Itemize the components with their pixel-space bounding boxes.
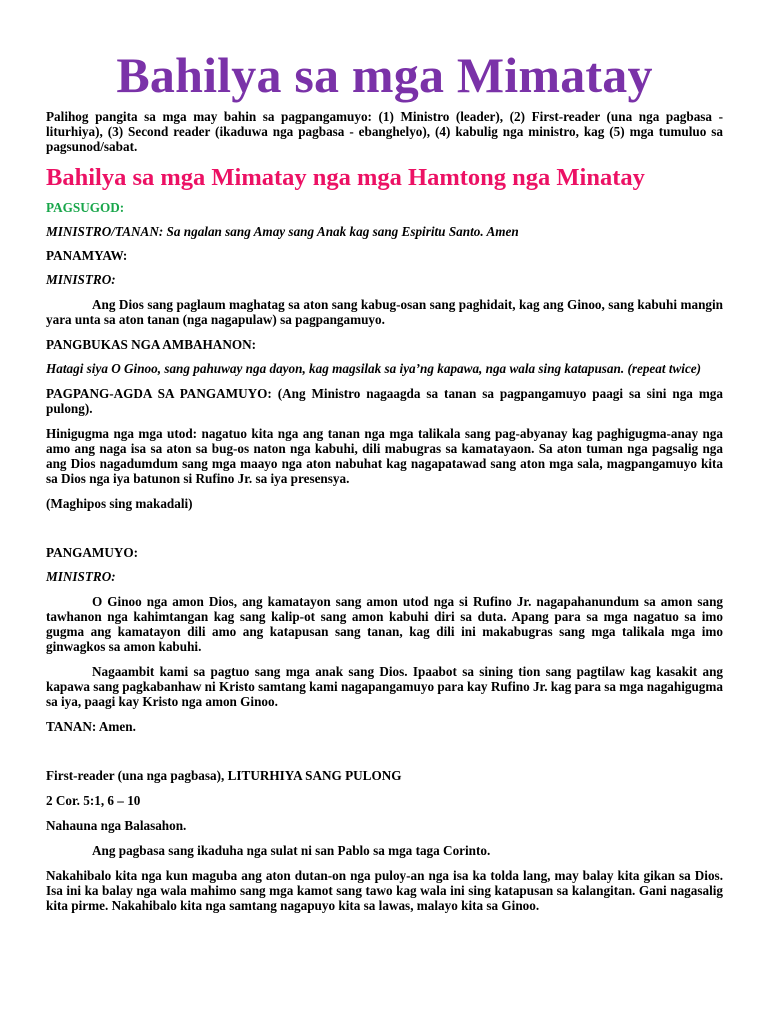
section-subtitle: Bahilya sa mga Mimatay nga mga Hamtong nga Minatay [46,164,645,191]
pangamuyo-heading: PANGAMUYO: [46,545,139,560]
pagpang-agda-paragraph: PAGPANG-AGDA SA PANGAMUYO: (Ang Ministro nagaagda sa tanan sa pagpangamuyo paagi sa sini nga mga pulong). [46,386,723,416]
hinigugma-paragraph: Hinigugma nga mga utod: nagatuo kita nga ang tanan nga mga talikala sang pag-abyanay kag paghigugma-anay nga amo ang naga isa sa aton sa bug-os naton nga kabuhi, dili mabugras sa kamatayaon. Sa aton tuman nga pagsalig nga ang Dios nagadumdum sang mga maayo nga aton nabuhat kag nagapatawad sang aton mga sala, magpangamuyo kita sa Dios nga iya batunon si Rufino Jr. sa iya presensya. [46,426,723,486]
nakahibalo-paragraph: Nakahibalo kita nga kun maguba ang aton dutan-on nga puloy-an nga isa ka tolda lang, may balay kita gikan sa Dios. Isa ini ka balay nga wala mahimo sang mga kamot sang tawo kag wala ini sing katapusan sa kalangitan. Gani nagasalig kita pirme. Nakahibalo kita nga samtang nagapuyo kita sa lawas, malayo kita sa Ginoo. [46,868,723,913]
maghipos-line: (Maghipos sing makadali) [46,496,193,511]
tanan-amen-line: TANAN: Amen. [46,719,136,734]
panamyaw-paragraph: Ang Dios sang paglaum maghatag sa aton sang kabug-osan sang paghidait, kag ang Ginoo, sang kabuhi mangin yara unta sa aton tanan (nga nagapulaw) sa pagpangamuyo. [46,297,723,327]
o-ginoo-paragraph: O Ginoo nga amon Dios, ang kamatayon sang amon utod nga si Rufino Jr. nagapahanundum sa amon sang tawhanon nga kahimtangan kag sang kalip-ot sang amon kabuhi diri sa duta. Apang para sa mga nagatuo sa imo gugma ang kamatayon dili amo ang katapusan sang tanan, kag dili ini makabugras sang mga talikala mga imo ginwagkos sa amon kabuhi. [46,594,723,654]
first-reader-prefix: First-reader (una nga pagbasa), [46,768,228,783]
first-reader-line [46,768,723,783]
ministro-label-2: MINISTRO: [46,569,116,584]
scripture-reference: 2 Cor. 5:1, 6 – 10 [46,793,141,808]
nahauna-line: Nahauna nga Balasahon. [46,818,187,833]
hatagi-paragraph: Hatagi siya O Ginoo, sang pahuway nga dayon, kag magsilak sa iya’ng kapawa, nga wala sing katapusan. (repeat twice) [46,361,702,376]
pangbukas-heading: PANGBUKAS NGA AMBAHANON: [46,337,257,352]
nagaambit-paragraph: Nagaambit kami sa pagtuo sang mga anak sang Dios. Ipaabot sa sining tion sang pagtilaw kag kasakit ang kapawa sang pagkabanhaw ni Kristo samtang kami nagapangamuyo para kay Rufino Jr. kag para sa mga nagahigugma sa iya, paagi kay Kristo nga amon Ginoo. [46,664,723,709]
ang-pagbasa-line: Ang pagbasa sang ikaduha nga sulat ni san Pablo sa mga taga Corinto. [92,843,491,858]
first-reader-caps: LITURHIYA SANG PULONG [227,768,402,783]
document-title: Bahilya sa mga Mimatay [116,47,653,103]
ministro-tanan-line: MINISTRO/TANAN: Sa ngalan sang Amay sang Anak kag sang Espiritu Santo. Amen [46,224,519,239]
panamyaw-heading: PANAMYAW: [46,248,128,263]
ministro-label: MINISTRO: [46,272,116,287]
pagsugod-heading: PAGSUGOD: [46,200,125,215]
intro-paragraph: Palihog pangita sa mga may bahin sa pagpangamuyo: (1) Ministro (leader), (2) First-reader (una nga pagbasa - liturhiya), (3) Second reader (ikaduwa nga pagbasa - ebanghelyo), (4) kabulig nga ministro, kag (5) mga tumuluo sa pagsunod/sabat. [46,109,723,154]
